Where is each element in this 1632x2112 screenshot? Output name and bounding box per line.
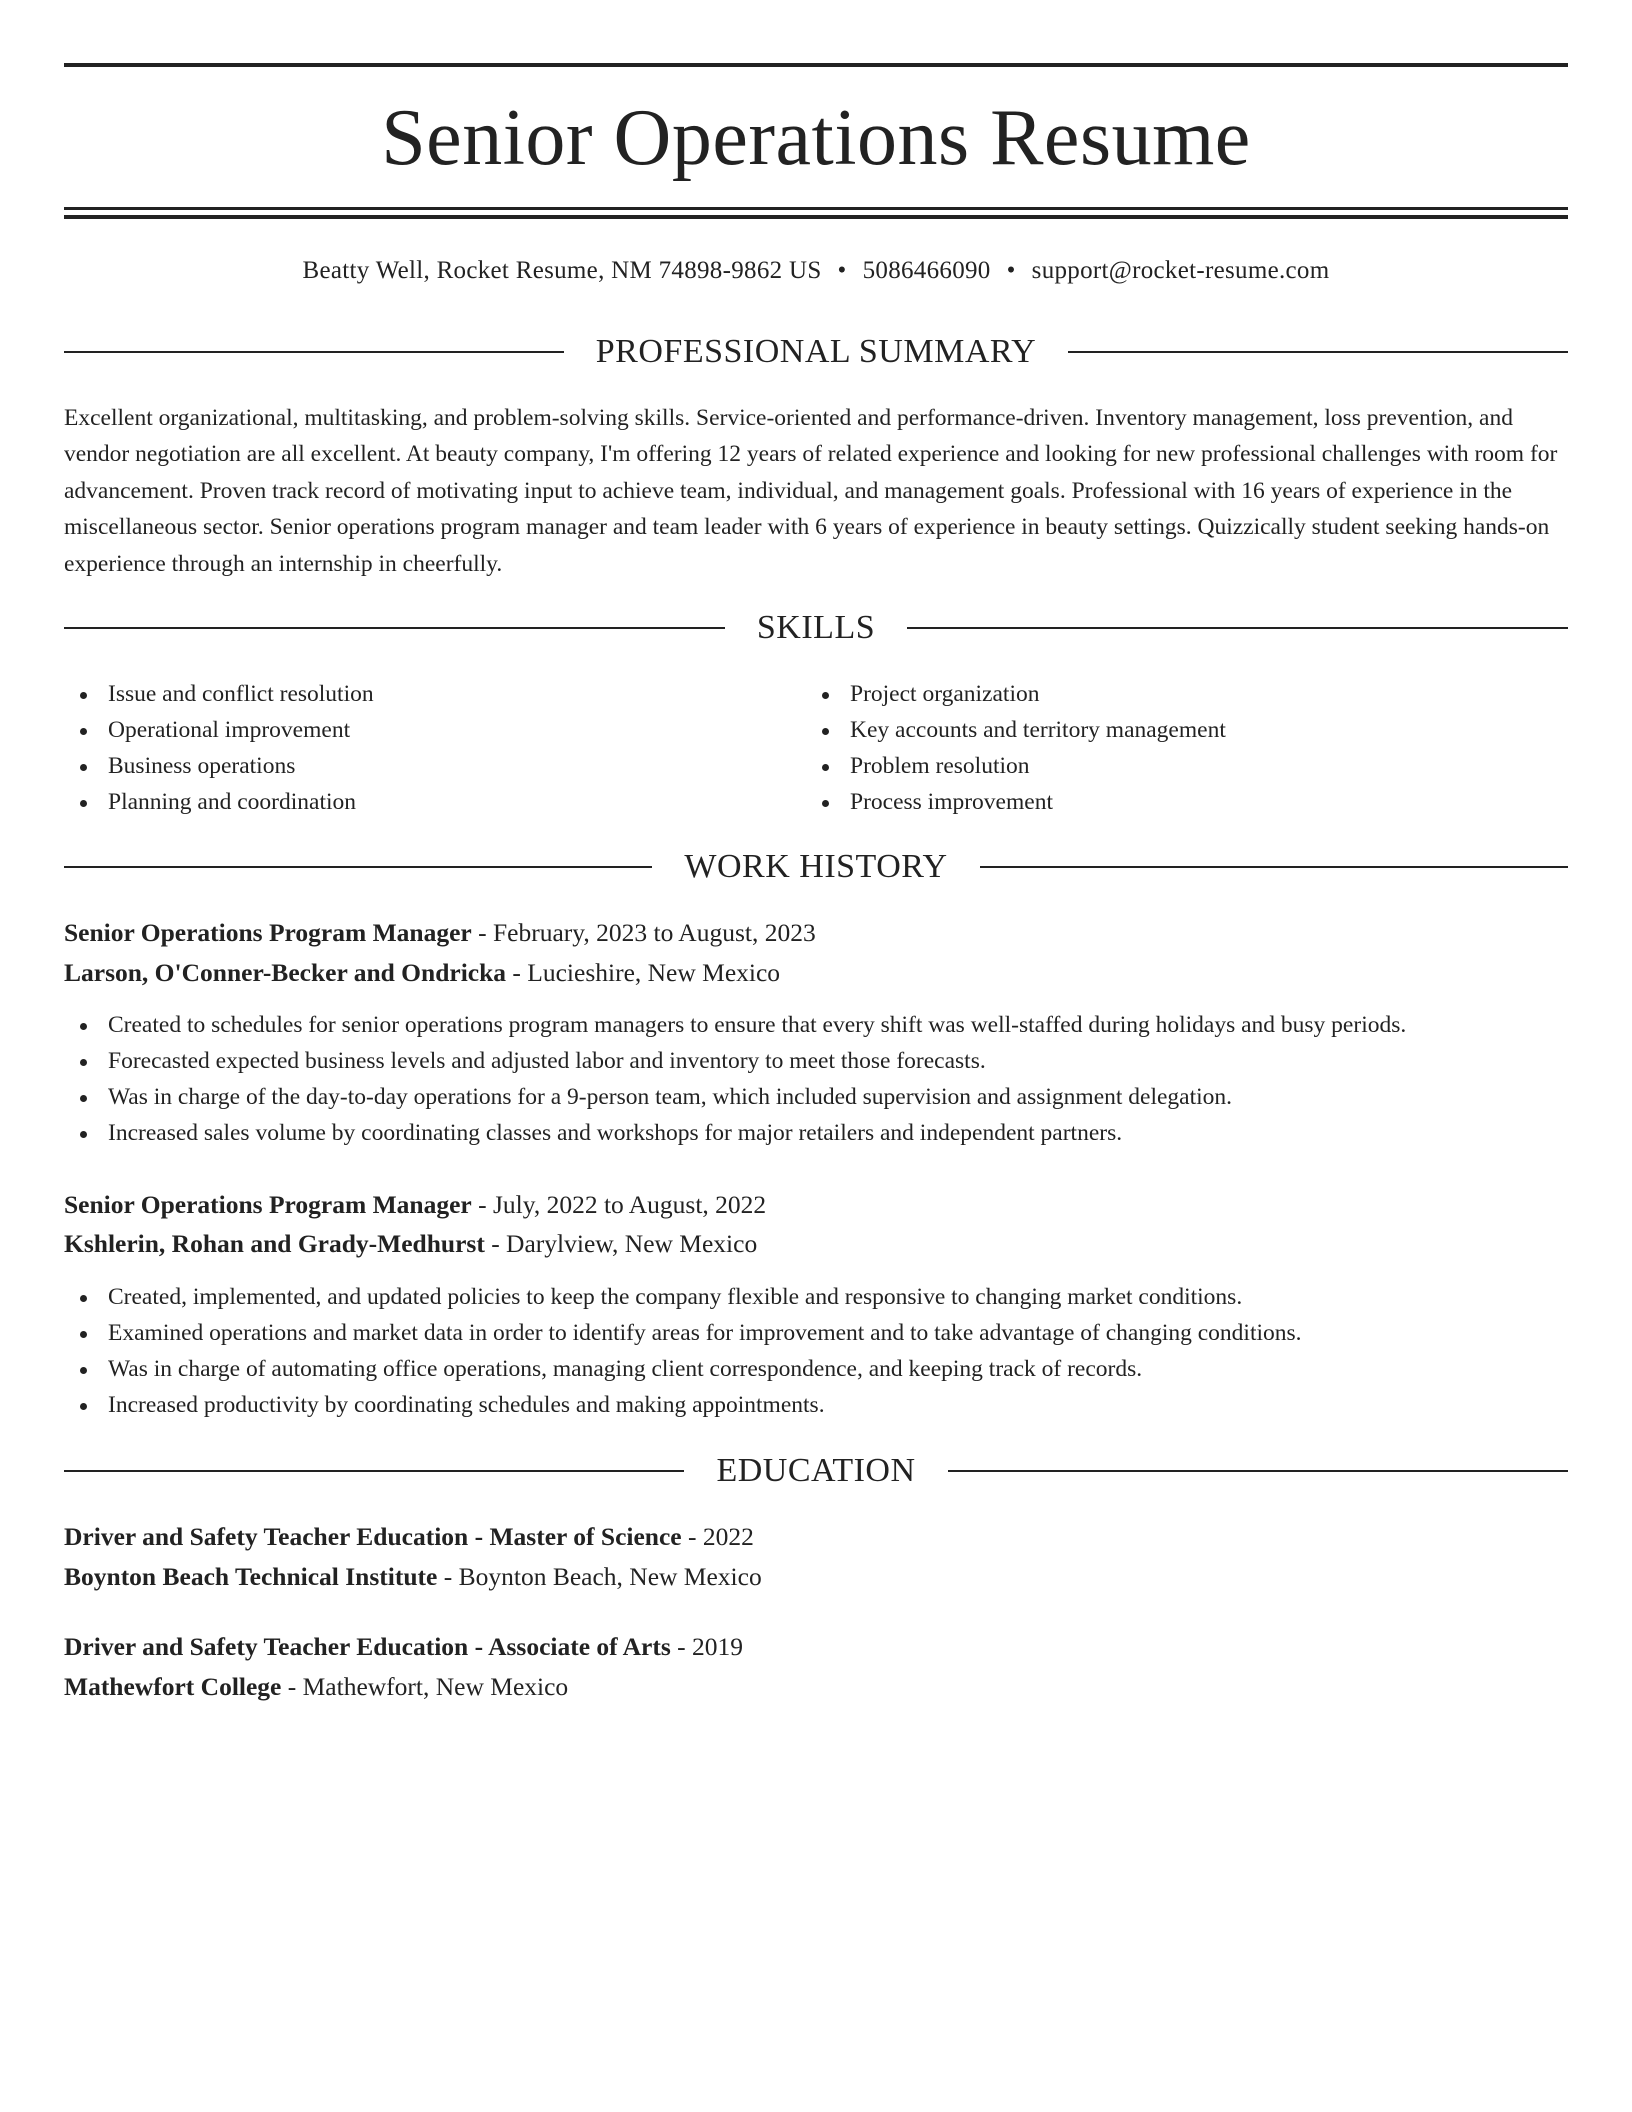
job-bullet: Created to schedules for senior operations program managers to ensure that every shift was well-staffed during holidays and busy periods.: [64, 1007, 1568, 1043]
education-school: Mathewfort College: [64, 1672, 282, 1701]
job-company-line: [64, 953, 1568, 993]
work-heading: [64, 845, 1568, 889]
summary-text: Excellent organizational, multitasking, and problem-solving skills. Service-oriented and performance-driven. Inventory management, loss prevention, and vendor negotiation are all excellent. At beauty company, I'm offering 12 years of related experience and looking for new professional challenges with room for advancement. Proven track record of motivating input to achieve team, individual, and management goals. Professional with 16 years of experience in the miscellaneous sector. Senior operations program manager and team leader with 6 years of experience in beauty settings. Quizzically student seeking hands-on experience through an internship in cheerfully.: [64, 405, 1558, 577]
job-company-line: [64, 1224, 1568, 1264]
contact-email: support@rocket-resume.com: [1031, 257, 1330, 284]
skills-list-left: [64, 676, 804, 820]
education-heading-label: EDUCATION: [716, 1452, 916, 1489]
job-bullet: Created, implemented, and updated policies to keep the company flexible and responsive to changing market conditions.: [64, 1279, 1568, 1315]
resume-title: Senior Operations Resume: [381, 94, 1251, 182]
skills-list-right: [806, 676, 1546, 820]
heading-rule-left: [64, 1470, 684, 1472]
education-location: - Boynton Beach, New Mexico: [437, 1562, 762, 1591]
skill-item: Business operations: [64, 748, 804, 784]
heading-rule-right: [907, 627, 1568, 629]
heading-rule-right: [1068, 351, 1568, 353]
education-heading: [64, 1449, 1568, 1493]
education-school-line: [64, 1667, 1568, 1707]
contact-line: [64, 254, 1568, 288]
job-title: Senior Operations Program Manager: [64, 1190, 472, 1219]
skills-heading: [64, 606, 1568, 650]
skill-item: Operational improvement: [64, 712, 804, 748]
education-degree-line: [64, 1517, 1568, 1557]
job-dates: - July, 2022 to August, 2022: [471, 1190, 767, 1219]
skill-item: Process improvement: [806, 784, 1546, 820]
contact-separator: •: [1006, 257, 1016, 284]
job-bullet: Increased productivity by coordinating schedules and making appointments.: [64, 1387, 1568, 1423]
title-rule-upper: [64, 207, 1568, 210]
work-heading-label: WORK HISTORY: [684, 848, 948, 885]
summary-heading: [64, 330, 1568, 374]
job-bullets: [64, 1007, 1568, 1151]
skill-item: Key accounts and territory management: [806, 712, 1546, 748]
heading-rule-left: [64, 351, 564, 353]
job-title-line: [64, 1185, 1568, 1225]
job-dates: - February, 2023 to August, 2023: [471, 918, 816, 947]
job-company: Kshlerin, Rohan and Grady-Medhurst: [64, 1229, 485, 1258]
skill-item: Problem resolution: [806, 748, 1546, 784]
skill-item: Issue and conflict resolution: [64, 676, 804, 712]
heading-rule-right: [980, 866, 1568, 868]
job-bullet: Examined operations and market data in order to identify areas for improvement and to take advantage of changing conditions.: [64, 1315, 1568, 1351]
job-company: Larson, O'Conner-Becker and Ondricka: [64, 958, 507, 987]
education-location: - Mathewfort, New Mexico: [281, 1672, 569, 1701]
heading-rule-left: [64, 866, 652, 868]
top-rule: [64, 63, 1568, 67]
education-degree: Driver and Safety Teacher Education - Associate of Arts: [64, 1632, 671, 1661]
job-bullet: Was in charge of automating office operations, managing client correspondence, and keeping track of records.: [64, 1351, 1568, 1387]
contact-separator: •: [837, 257, 847, 284]
skill-item: Project organization: [806, 676, 1546, 712]
skills-heading-label: SKILLS: [756, 609, 876, 646]
job-location: - Lucieshire, New Mexico: [506, 958, 781, 987]
job-bullet: Increased sales volume by coordinating classes and workshops for major retailers and independent partners.: [64, 1115, 1568, 1151]
contact-address: Beatty Well, Rocket Resume, NM 74898-9862 US: [302, 257, 822, 284]
heading-rule-left: [64, 627, 725, 629]
education-degree-line: [64, 1627, 1568, 1667]
education-school-line: [64, 1557, 1568, 1597]
skill-item: Planning and coordination: [64, 784, 804, 820]
summary-heading-label: PROFESSIONAL SUMMARY: [595, 333, 1037, 370]
job-bullet: Was in charge of the day-to-day operations for a 9-person team, which included supervision and assignment delegation.: [64, 1079, 1568, 1115]
education-degree: Driver and Safety Teacher Education - Master of Science: [64, 1522, 682, 1551]
job-title: Senior Operations Program Manager: [64, 918, 472, 947]
job-title-line: [64, 913, 1568, 953]
education-school: Boynton Beach Technical Institute: [64, 1562, 438, 1591]
education-year: - 2019: [670, 1632, 744, 1661]
title-rule-lower: [64, 215, 1568, 219]
job-bullets: [64, 1279, 1568, 1423]
job-location: - Darylview, New Mexico: [484, 1229, 758, 1258]
job-bullet: Forecasted expected business levels and adjusted labor and inventory to meet those forecasts.: [64, 1043, 1568, 1079]
heading-rule-right: [948, 1470, 1568, 1472]
education-year: - 2022: [681, 1522, 754, 1551]
contact-phone: 5086466090: [862, 257, 991, 284]
